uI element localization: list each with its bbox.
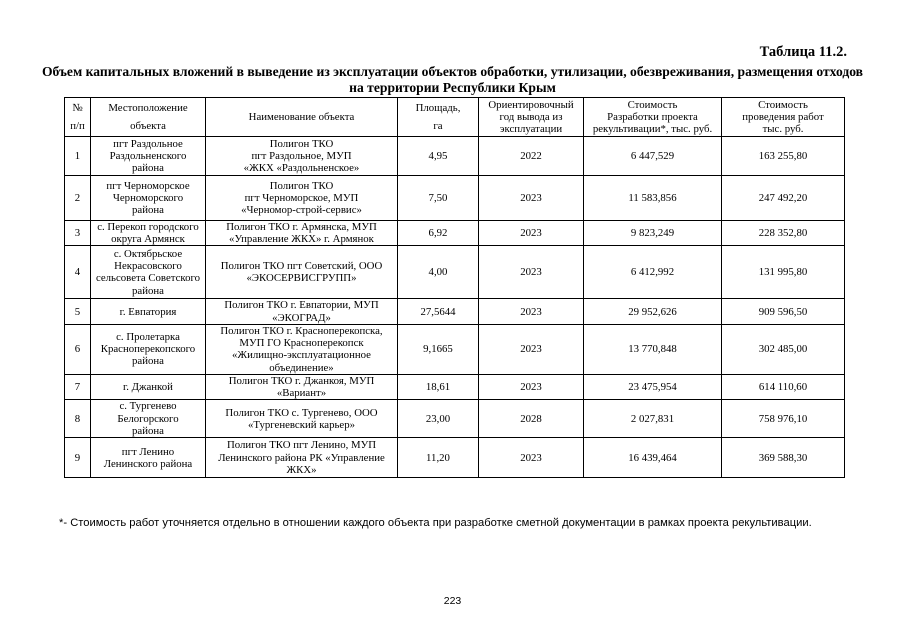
cell-location-line: Ленинского района bbox=[103, 457, 193, 470]
cell-name bbox=[206, 299, 398, 324]
cell-location-line: района bbox=[132, 284, 164, 297]
cell-area: 4,00 bbox=[398, 246, 479, 299]
cell-location-line: Некрасовского bbox=[114, 260, 182, 273]
cell-num: 7 bbox=[65, 374, 91, 399]
cell-year: 2023 bbox=[479, 299, 584, 324]
cell-name-line: МУП ГО Красноперекопск bbox=[239, 337, 364, 350]
cell-works-cost: 228 352,80 bbox=[722, 221, 845, 246]
cell-location-line: района bbox=[132, 424, 164, 437]
header-area bbox=[398, 98, 479, 137]
cell-location-line: Раздольненского bbox=[109, 149, 187, 162]
cell-project-cost: 6 447,529 bbox=[584, 137, 722, 176]
cell-name-line: пгт Раздольное, МУП bbox=[251, 149, 352, 162]
cell-location bbox=[91, 400, 206, 438]
cell-name-line: Полигон ТКО с. Тургенево, ООО bbox=[225, 406, 378, 419]
cell-num: 8 bbox=[65, 400, 91, 438]
cell-year: 2023 bbox=[479, 324, 584, 374]
cell-location-line: Черноморского bbox=[112, 191, 184, 204]
cell-num: 1 bbox=[65, 137, 91, 176]
header-works-line3: тыс. руб. bbox=[762, 123, 804, 136]
cell-year: 2023 bbox=[479, 176, 584, 221]
header-num-line2: п/п bbox=[70, 120, 85, 132]
cell-name bbox=[206, 221, 398, 246]
table-body bbox=[65, 137, 845, 478]
cell-location-line: сельсовета Советского bbox=[95, 272, 201, 285]
table-row bbox=[65, 400, 845, 438]
cell-works-cost: 758 976,10 bbox=[722, 400, 845, 438]
cell-project-cost: 6 412,992 bbox=[584, 246, 722, 299]
header-location-line2: объекта bbox=[130, 120, 166, 132]
cell-year: 2028 bbox=[479, 400, 584, 438]
cell-name-line: ЖКХ» bbox=[286, 463, 317, 476]
header-location bbox=[91, 98, 206, 137]
cell-works-cost: 302 485,00 bbox=[722, 324, 845, 374]
cell-name-line: Полигон ТКО г. Джанкоя, МУП bbox=[228, 374, 375, 387]
capital-investment-table bbox=[64, 97, 845, 478]
header-project-line2: Разработки проекта bbox=[607, 110, 698, 123]
cell-location-line: с. Перекоп городского bbox=[97, 221, 199, 233]
cell-name-line: объединение» bbox=[269, 361, 334, 374]
cell-name-line: Полигон ТКО пгт Советский, ООО bbox=[220, 260, 383, 273]
cell-area: 7,50 bbox=[398, 176, 479, 221]
cell-location bbox=[91, 299, 206, 324]
cell-name bbox=[206, 324, 398, 374]
cell-name-line: Полигон ТКО г. Евпатории, МУП bbox=[224, 299, 379, 312]
cell-location-line: пгт Черноморское bbox=[106, 179, 190, 192]
header-project-line1: Стоимость bbox=[627, 98, 678, 111]
cell-location-line: пгт Ленино bbox=[121, 445, 175, 458]
cell-year: 2023 bbox=[479, 374, 584, 399]
cell-location-line: г. Джанкой bbox=[123, 380, 173, 393]
cell-location bbox=[91, 176, 206, 221]
cell-name bbox=[206, 374, 398, 399]
cell-name-line: «ЭКОСЕРВИСГРУПП» bbox=[246, 272, 357, 285]
cell-name-line: Полигон ТКО г. Красноперекопска, bbox=[220, 324, 383, 337]
cell-location-line: района bbox=[132, 355, 164, 368]
cell-area: 23,00 bbox=[398, 400, 479, 438]
cell-works-cost: 163 255,80 bbox=[722, 137, 845, 176]
cell-name-line: «Жилищно-эксплуатационное bbox=[232, 349, 371, 362]
cell-area: 9,1665 bbox=[398, 324, 479, 374]
cell-works-cost: 131 995,80 bbox=[722, 246, 845, 299]
cell-works-cost: 247 492,20 bbox=[722, 176, 845, 221]
header-year bbox=[479, 98, 584, 137]
cell-location-line: округа Армянск bbox=[111, 233, 185, 246]
header-name bbox=[206, 98, 398, 137]
cell-project-cost: 11 583,856 bbox=[584, 176, 722, 221]
header-num bbox=[65, 98, 91, 137]
cell-project-cost: 9 823,249 bbox=[584, 221, 722, 246]
cell-location-line: г. Евпатория bbox=[119, 305, 177, 318]
cell-num: 9 bbox=[65, 438, 91, 478]
table-row bbox=[65, 221, 845, 246]
cell-name bbox=[206, 400, 398, 438]
cell-project-cost: 2 027,831 bbox=[584, 400, 722, 438]
cell-name-line: пгт Черноморское, МУП bbox=[244, 191, 359, 204]
header-works-cost bbox=[722, 98, 845, 137]
table-row bbox=[65, 246, 845, 299]
cell-works-cost: 909 596,50 bbox=[722, 299, 845, 324]
cell-year: 2023 bbox=[479, 438, 584, 478]
cell-name-line: «Вариант» bbox=[276, 387, 327, 400]
header-location-line1: Местоположение bbox=[108, 101, 188, 114]
cell-area: 4,95 bbox=[398, 137, 479, 176]
header-works-line2: проведения работ bbox=[742, 110, 824, 123]
cell-name-line: «ЖКХ «Раздольненское» bbox=[243, 162, 360, 175]
cell-project-cost: 13 770,848 bbox=[584, 324, 722, 374]
cell-location bbox=[91, 246, 206, 299]
cell-year: 2023 bbox=[479, 246, 584, 299]
cell-area: 27,5644 bbox=[398, 299, 479, 324]
cell-location bbox=[91, 438, 206, 478]
cell-name bbox=[206, 438, 398, 478]
table-row bbox=[65, 324, 845, 374]
cell-works-cost: 614 110,60 bbox=[722, 374, 845, 399]
cell-name-line: Полигон ТКО bbox=[269, 179, 334, 192]
cell-name-line: «ЭКОГРАД» bbox=[272, 311, 331, 324]
table-row bbox=[65, 438, 845, 478]
header-row bbox=[65, 98, 845, 137]
cell-name-line: Ленинского района РК «Управление bbox=[218, 451, 385, 464]
cell-location-line: района bbox=[132, 204, 164, 217]
cell-year: 2023 bbox=[479, 221, 584, 246]
cell-num: 4 bbox=[65, 246, 91, 299]
cell-name-line: «Тургеневский карьер» bbox=[247, 418, 355, 431]
table-row bbox=[65, 299, 845, 324]
table-number: Таблица 11.2. bbox=[759, 44, 847, 60]
table-row bbox=[65, 176, 845, 221]
cell-location-line: с. Октябрьское bbox=[113, 248, 183, 260]
cell-name-line: Полигон ТКО г. Армянска, МУП bbox=[226, 221, 377, 233]
header-area-line1: Площадь, bbox=[415, 101, 461, 114]
header-works-line1: Стоимость bbox=[758, 98, 808, 111]
cell-name-line: «Черномор-строй-сервис» bbox=[241, 204, 362, 217]
footnote: *- Стоимость работ уточняется отдельно в отношении каждого объекта при разработке сметной документации в рамках проекта рекультивации. bbox=[59, 517, 812, 529]
cell-num: 3 bbox=[65, 221, 91, 246]
cell-works-cost: 369 588,30 bbox=[722, 438, 845, 478]
table-row bbox=[65, 137, 845, 176]
cell-num: 2 bbox=[65, 176, 91, 221]
header-project-cost bbox=[584, 98, 722, 137]
cell-location-line: Белогорского bbox=[117, 412, 179, 425]
header-year-line3: эксплуатации bbox=[499, 123, 563, 136]
cell-project-cost: 29 952,626 bbox=[584, 299, 722, 324]
cell-area: 18,61 bbox=[398, 374, 479, 399]
page-number: 223 bbox=[443, 595, 462, 607]
cell-name-line: «Управление ЖКХ» г. Армянок bbox=[229, 233, 374, 246]
cell-location-line: с. Тургенево bbox=[119, 400, 177, 413]
header-year-line1: Ориентировочный bbox=[488, 98, 574, 111]
cell-location bbox=[91, 221, 206, 246]
cell-location-line: с. Пролетарка bbox=[116, 331, 180, 343]
cell-name bbox=[206, 137, 398, 176]
cell-year: 2022 bbox=[479, 137, 584, 176]
cell-project-cost: 23 475,954 bbox=[584, 374, 722, 399]
cell-location bbox=[91, 324, 206, 374]
cell-location-line: района bbox=[132, 162, 164, 175]
cell-location-line: Красноперекопского bbox=[100, 343, 196, 356]
cell-num: 5 bbox=[65, 299, 91, 324]
cell-name-line: Полигон ТКО bbox=[269, 137, 334, 150]
cell-location bbox=[91, 374, 206, 399]
header-project-line3: рекультивации*, тыс. руб. bbox=[592, 123, 713, 136]
header-name-text: Наименование объекта bbox=[248, 110, 355, 123]
cell-area: 6,92 bbox=[398, 221, 479, 246]
cell-location-line: пгт Раздольное bbox=[113, 137, 183, 150]
table-row bbox=[65, 374, 845, 399]
cell-num: 6 bbox=[65, 324, 91, 374]
cell-area: 11,20 bbox=[398, 438, 479, 478]
header-area-line2: га bbox=[433, 120, 443, 132]
cell-name bbox=[206, 246, 398, 299]
header-num-line1: № bbox=[72, 101, 83, 114]
cell-project-cost: 16 439,464 bbox=[584, 438, 722, 478]
cell-name bbox=[206, 176, 398, 221]
table-title: Объем капитальных вложений в выведение из эксплуатации объектов обработки, утилизации, обезвреживания, размещения отходов на территории Республики Крым bbox=[41, 64, 864, 95]
cell-name-line: Полигон ТКО пгт Ленино, МУП bbox=[226, 439, 377, 452]
header-year-line2: год вывода из bbox=[499, 110, 563, 123]
cell-location bbox=[91, 137, 206, 176]
